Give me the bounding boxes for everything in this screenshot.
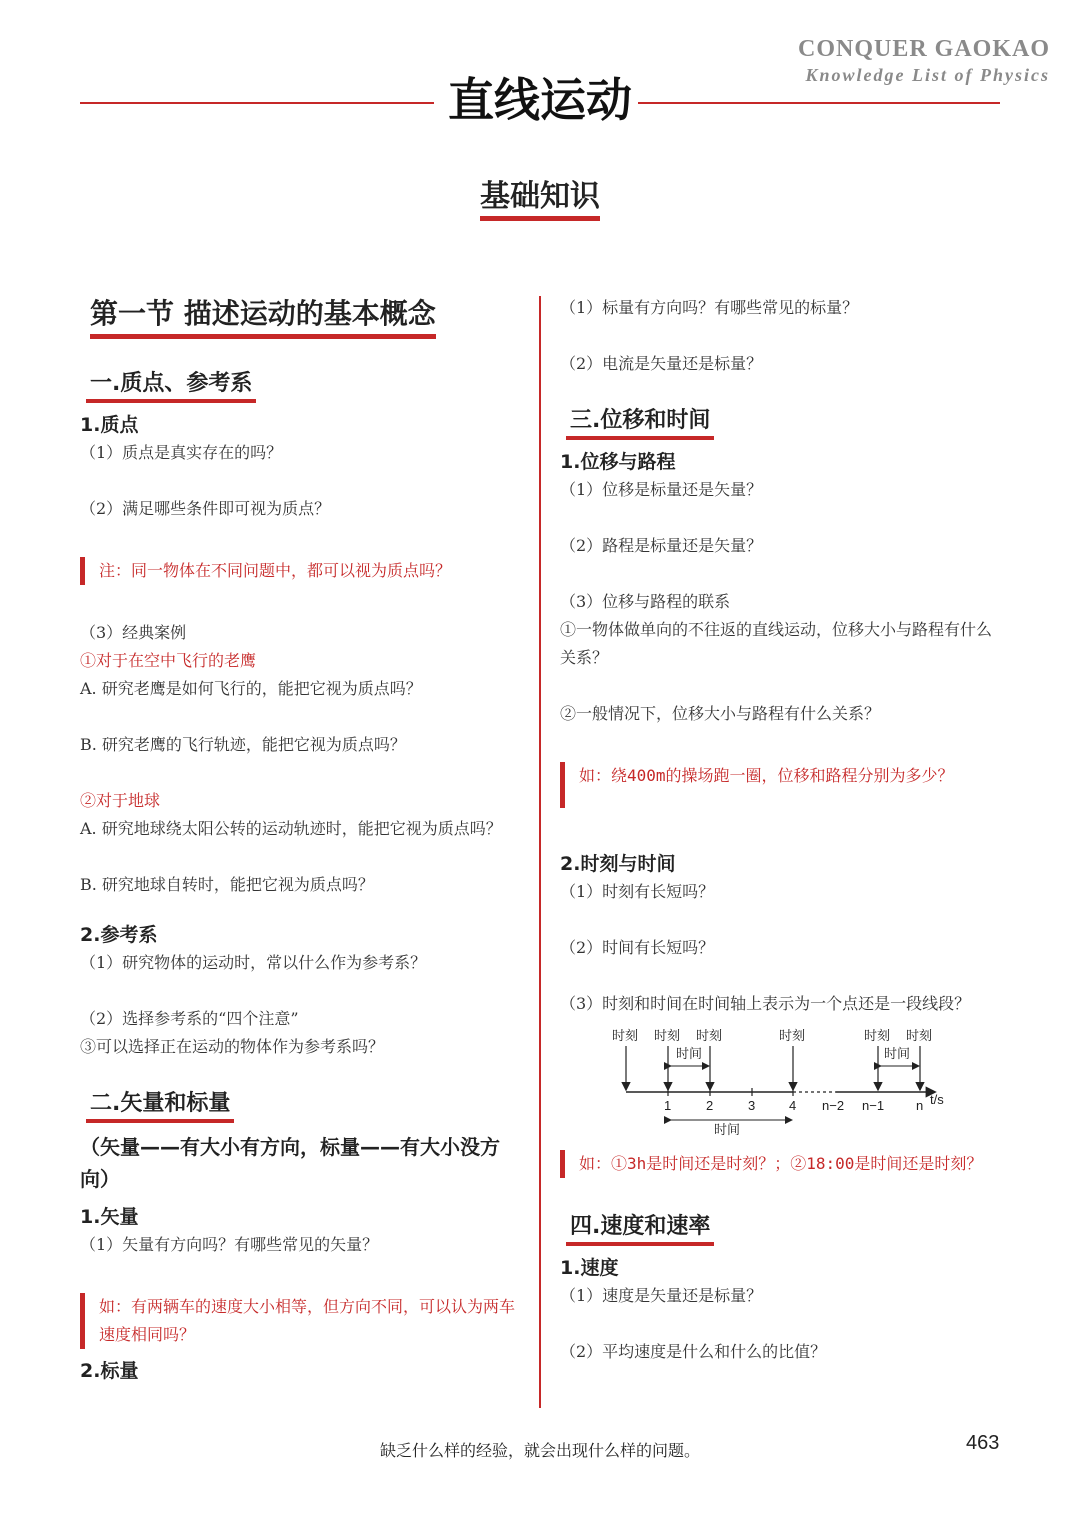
- duration-label: 时间: [676, 1046, 703, 1061]
- moment-label: 时刻: [696, 1028, 723, 1043]
- moment-label: 时刻: [654, 1028, 681, 1043]
- question: （3）位移与路程的联系: [560, 592, 731, 611]
- duration-label: 时间: [714, 1122, 741, 1136]
- axis-unit: t/s: [930, 1092, 944, 1107]
- moment-arrows: [626, 1046, 920, 1089]
- note-callout: 注：同一物体在不同问题中，都可以视为质点吗？: [80, 557, 520, 585]
- tick-label: n: [916, 1098, 924, 1113]
- topic-displacement: 1.位移与路程: [560, 451, 676, 473]
- case-title: ②对于地球: [80, 791, 161, 810]
- moment-label: 时刻: [612, 1028, 639, 1043]
- page-number: 463: [966, 1432, 1000, 1454]
- section-4-title: 四.速度和速率: [566, 1212, 714, 1246]
- question: （2）电流是矢量还是标量？: [560, 354, 763, 373]
- topic-velocity: 1.速度: [560, 1257, 619, 1279]
- section-2-title: 二.矢量和标量: [86, 1089, 234, 1123]
- question: （2）选择参考系的“四个注意”: [80, 1009, 299, 1028]
- question: （1）速度是矢量还是标量？: [560, 1286, 763, 1305]
- topic-reference-frame: 2.参考系: [80, 924, 158, 946]
- question: （3）时刻和时间在时间轴上表示为一个点还是一段线段？: [560, 994, 971, 1013]
- tick-label: 1: [664, 1098, 672, 1113]
- topic-time: 2.时刻与时间: [560, 853, 676, 875]
- case-title: ①对于在空中飞行的老鹰: [80, 651, 257, 670]
- timeline-diagram: [604, 1024, 984, 1136]
- case-item: A. 研究地球绕太阳公转的运动轨迹时，能把它视为质点吗？: [80, 819, 502, 838]
- footer-quote: 缺乏什么样的经验，就会出现什么样的问题。: [379, 1441, 700, 1460]
- tick-label: n−2: [822, 1098, 845, 1113]
- tick-label: 2: [706, 1098, 714, 1113]
- case-item: B. 研究地球自转时，能把它视为质点吗？: [80, 875, 374, 894]
- section-heading: 基础知识: [0, 180, 1080, 221]
- topic-scalar: 2.标量: [80, 1360, 139, 1382]
- question: （1）矢量有方向吗？有哪些常见的矢量？: [80, 1235, 379, 1254]
- question: （1）时刻有长短吗？: [560, 882, 715, 901]
- case-item: B. 研究老鹰的飞行轨迹，能把它视为质点吗？: [80, 735, 406, 754]
- page-title: 直线运动: [0, 64, 1080, 130]
- question: （2）路程是标量还是矢量？: [560, 536, 763, 555]
- question: （1）位移是标量还是矢量？: [560, 480, 763, 499]
- question: （2）满足哪些条件即可视为质点？: [80, 499, 331, 518]
- note-callout: 如：①3h是时间还是时刻？；②18:00是时间还是时刻？: [560, 1150, 1002, 1178]
- chapter-title: 第一节 描述运动的基本概念: [90, 294, 436, 339]
- topic-particle: 1.质点: [80, 414, 139, 436]
- tick-label: n−1: [862, 1098, 885, 1113]
- brand-tagline: Knowledge List of Physics: [805, 65, 1050, 85]
- left-column: [80, 288, 520, 1385]
- note-callout: 如：绕400m的操场跑一圈，位移和路程分别为多少？: [560, 762, 1002, 808]
- topic-vector: 1.矢量: [80, 1206, 139, 1228]
- question: ②一般情况下，位移大小与路程有什么关系？: [560, 704, 881, 723]
- note-callout: 如：有两辆车的速度大小相等，但方向不同，可以认为两车速度相同吗？: [80, 1293, 520, 1349]
- moment-label: 时刻: [864, 1028, 891, 1043]
- section-3-title: 三.位移和时间: [566, 406, 714, 440]
- question: （1）标量有方向吗？有哪些常见的标量？: [560, 298, 859, 317]
- brand-name: CONQUER GAOKAO: [797, 36, 1050, 62]
- question: （2）时间有长短吗？: [560, 938, 715, 957]
- moment-label: 时刻: [779, 1028, 806, 1043]
- case-item: A. 研究老鹰是如何飞行的，能把它视为质点吗？: [80, 679, 422, 698]
- moment-label: 时刻: [906, 1028, 933, 1043]
- tick-label: 3: [748, 1098, 756, 1113]
- section-2-description: （矢量——有大小有方向，标量——有大小没方向）: [80, 1135, 500, 1191]
- question: ③可以选择正在运动的物体作为参考系吗？: [80, 1037, 385, 1056]
- question: ①一物体做单向的不往返的直线运动，位移大小与路程有什么关系？: [560, 620, 993, 667]
- section-1-title: 一.质点、参考系: [86, 369, 256, 403]
- tick-label: 4: [789, 1098, 797, 1113]
- question: （3）经典案例: [80, 623, 187, 642]
- question: （2）平均速度是什么和什么的比值？: [560, 1342, 827, 1361]
- column-divider: [539, 296, 541, 1408]
- question: （1）质点是真实存在的吗？: [80, 443, 283, 462]
- question: （1）研究物体的运动时，常以什么作为参考系？: [80, 953, 427, 972]
- right-column: [560, 294, 1002, 1366]
- duration-label: 时间: [884, 1046, 911, 1061]
